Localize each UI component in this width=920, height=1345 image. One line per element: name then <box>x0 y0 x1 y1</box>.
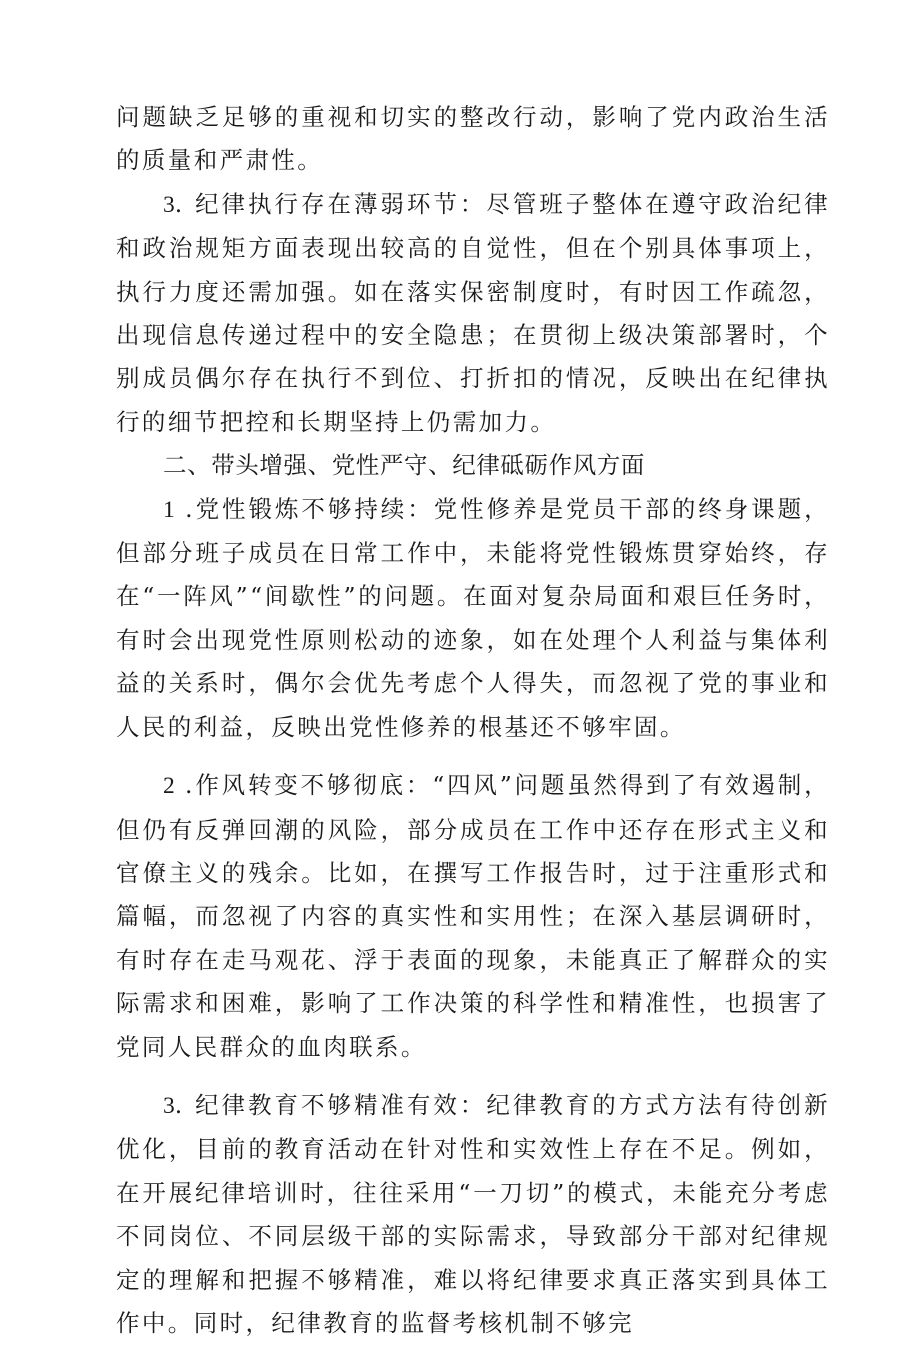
paragraph-number: 3 <box>163 191 175 218</box>
paragraph-discipline-education <box>116 1084 830 1345</box>
paragraph-discipline-execution <box>116 183 830 444</box>
paragraph-number: 2 <box>163 773 175 800</box>
paragraph-number: 1 <box>163 496 175 523</box>
heading-text: 二、带头增强、党性严守、纪律砥砺作风方面 <box>163 451 645 480</box>
paragraph-text: .党性锻炼不够持续：党性修养是党员干部的终身课题，但部分班子成员在日常工作中，未能将党性锻炼贯穿始终，存在“一阵风”“间歇性”的问题。在面对复杂局面和艰巨任务时，有时会出现党性原则松动的迹象，如在处理个人利益与集体利益的关系时，偶尔会优先考虑个人得失，而忽视了党的事业和人民的利益，反映出党性修养的根基还不够牢固。 <box>116 494 830 741</box>
paragraph-text: . 纪律执行存在薄弱环节：尽管班子整体在遵守政治纪律和政治规矩方面表现出较高的自觉性，但在个别具体事项上，执行力度还需加强。如在落实保密制度时，有时因工作疏忽，出现信息传递过程中的安全隐患；在贯彻上级决策部署时，个别成员偶尔存在执行不到位、打折扣的情况，反映出在纪律执行的细节把控和长期坚持上仍需加力。 <box>116 189 830 436</box>
document-body <box>116 96 830 1345</box>
paragraph-text: .作风转变不够彻底：“四风”问题虽然得到了有效遏制，但仍有反弹回潮的风险，部分成员在工作中还存在形式主义和官僚主义的残余。比如，在撰写工作报告时，过于注重形式和篇幅，而忽视了内容的真实性和实用性；在深入基层调研时，有时存在走马观花、浮于表面的现象，未能真正了解群众的实际需求和困难，影响了工作决策的科学性和精准性，也损害了党同人民群众的血肉联系。 <box>116 771 830 1061</box>
paragraph-text: 问题缺乏足够的重视和切实的整改行动，影响了党内政治生活的质量和严肃性。 <box>116 103 830 175</box>
section-heading <box>116 444 830 487</box>
paragraph-party-spirit <box>116 488 830 749</box>
paragraph-text: . 纪律教育不够精准有效：纪律教育的方式方法有待创新优化，目前的教育活动在针对性和实效性上存在不足。例如，在开展纪律培训时，往往采用“一刀切”的模式，未能充分考虑不同岗位、不同层级干部的实际需求，导致部分干部对纪律规定的理解和把握不够精准，难以将纪律要求真正落实到具体工作中。同时，纪律教育的监督考核机制不够完 <box>116 1090 830 1337</box>
paragraph-number: 3 <box>163 1092 175 1119</box>
paragraph-work-style <box>116 764 830 1069</box>
paragraph-continuation <box>116 96 830 183</box>
